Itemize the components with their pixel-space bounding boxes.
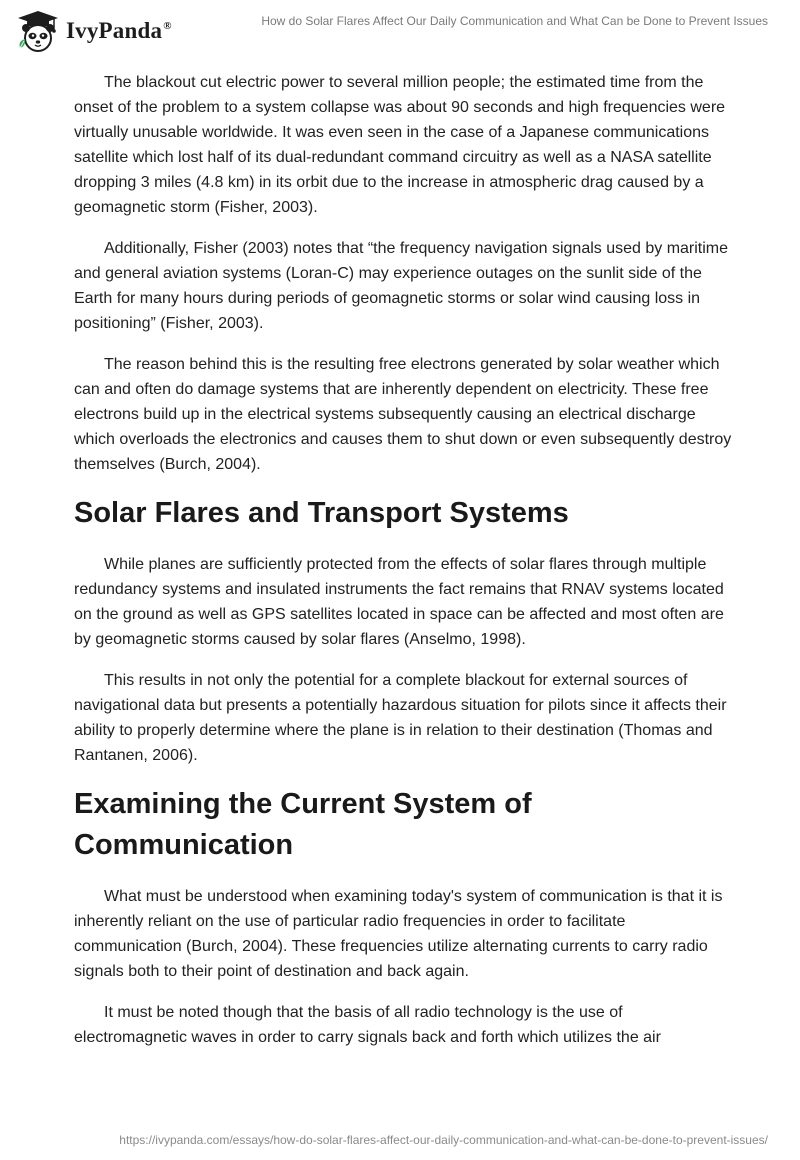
paragraph: The reason behind this is the resulting free electrons generated by solar weather which can and often do damage systems that are inherently dependent on electricity. These free electrons build up in the electrical systems subsequently causing an electrical discharge which overloads the electronics and causes them to shut down or even subsequently destroy themselves (Burch, 2004).	[74, 356, 732, 473]
paragraph: What must be understood when examining today's system of communication is that it is inherently reliant on the use of particular radio frequencies in order to facilitate communication (Burch, 2004). These frequencies utilize alternating currents to carry radio signals both to their point of destination and back again.	[74, 888, 723, 980]
document-title: How do Solar Flares Affect Our Daily Communication and What Can be Done to Prevent Issues	[261, 14, 768, 28]
section-heading: Examining the Current System of Communication	[74, 788, 532, 861]
logo-wordmark: IvyPanda®	[66, 18, 172, 43]
source-url-link[interactable]: https://ivypanda.com/essays/how-do-solar-flares-affect-our-daily-communication-and-what-can-be-done-to-prevent-issues/	[119, 1133, 768, 1147]
paragraph: Additionally, Fisher (2003) notes that “the frequency navigation signals used by maritime and general aviation systems (Loran-C) may experience outages on the sunlit side of the Earth for many hours during periods of geomagnetic storms or solar wind causing loss in positioning” (Fisher, 2003).	[74, 240, 729, 332]
paragraph: This results in not only the potential for a complete blackout for external sources of navigational data but presents a potentially hazardous situation for pilots since it affects their ability to properly determine where the plane is in relation to their destination (Thomas and Rantanen, 2006).	[74, 672, 727, 764]
ivypanda-logo[interactable]	[14, 8, 172, 54]
paragraph: The blackout cut electric power to several million people; the estimated time from the onset of the problem to a system collapse was about 90 seconds and high frequencies were virtually unusable worldwide. It was even seen in the case of a Japanese communications satellite which lost half of its dual-redundant command circuitry as well as a NASA satellite dropping 3 miles (4.8 km) in its orbit due to the increase in atmospheric drag caused by a geomagnetic storm (Fisher, 2003).	[74, 74, 726, 216]
section-heading: Solar Flares and Transport Systems	[74, 497, 569, 529]
panda-graduate-icon	[14, 8, 62, 54]
paragraph: While planes are sufficiently protected from the effects of solar flares through multiple redundancy systems and insulated instruments the fact remains that RNAV systems located on the ground as well as GPS satellites located in space can be affected and most often are by geomagnetic storms caused by solar flares (Anselmo, 1998).	[74, 556, 724, 648]
paragraph: It must be noted though that the basis of all radio technology is the use of electromagnetic waves in order to carry signals back and forth which utilizes the air	[74, 1004, 661, 1046]
essay-body	[74, 70, 734, 1066]
page-header	[0, 0, 800, 60]
